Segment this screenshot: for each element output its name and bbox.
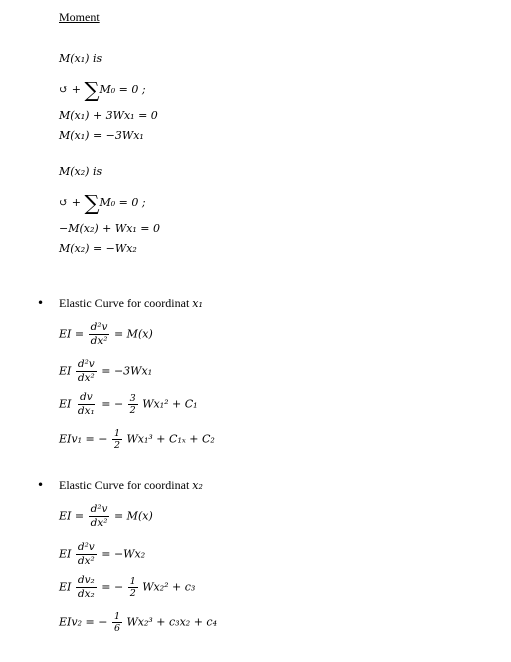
- curve1-eq2: EI $\frac{\text{d²v}}{\text{dx²}}$ = −3Wx₁: [59, 358, 153, 384]
- second-derivative-fraction: $\frac{\text{d²v}}{\text{dx²}}$: [77, 541, 95, 567]
- elastic-curve-x1-heading: Elastic Curve for coordinat x₁: [59, 296, 203, 310]
- curve2-eq4: EIv₂ = − $\frac{1}{6}$ Wx₂³ + c₃x₂ + c₄: [59, 611, 217, 634]
- curve1-eq1: EI = $\frac{\text{d²v}}{\text{dx²}}$ = M(x): [59, 321, 153, 347]
- second-derivative-fraction: $\frac{\text{d²v}}{\text{dx²}}$: [90, 503, 108, 529]
- moment-x2-sum-equation: ↺ + ∑M₀ = 0 ;: [59, 191, 146, 215]
- first-derivative-fraction: $\frac{\text{dv₂}}{\text{dx₂}}$: [77, 574, 95, 600]
- moment-x1-result: M(x₁) = −3Wx₁: [59, 129, 144, 142]
- curve1-eq3: EI $\frac{dv}{\text{dx₁}}$ = − $\frac{3}{2}$ Wx₁² + C₁: [59, 391, 198, 417]
- curve2-eq3: EI $\frac{\text{dv₂}}{\text{dx₂}}$ = − $\frac{1}{2}$ Wx₂² + c₃: [59, 574, 196, 600]
- elastic-curve-x2-heading: Elastic Curve for coordinat x₂: [59, 478, 203, 492]
- moment-sign-icon: ↺ +: [59, 196, 85, 209]
- second-derivative-fraction: $\frac{\text{d²v}}{\text{dx²}}$: [90, 321, 108, 347]
- bullet-icon: •: [37, 478, 45, 492]
- curve2-eq2: EI $\frac{\text{d²v}}{\text{dx²}}$ = −Wx₂: [59, 541, 146, 567]
- bullet-icon: •: [37, 296, 45, 310]
- moment-x2-intro: M(x₂) is: [59, 165, 103, 178]
- coefficient-fraction: $\frac{3}{2}$: [129, 393, 136, 416]
- first-derivative-fraction: $\frac{dv}{\text{dx₁}}$: [77, 391, 95, 417]
- curve2-eq1: EI = $\frac{\text{d²v}}{\text{dx²}}$ = M(x): [59, 503, 153, 529]
- moment-x1-intro: M(x₁) is: [59, 52, 103, 65]
- moment-x2-result: M(x₂) = −Wx₂: [59, 242, 137, 255]
- coefficient-fraction: $\frac{1}{6}$: [113, 611, 120, 634]
- summation-icon: ∑: [84, 191, 100, 215]
- coefficient-fraction: $\frac{1}{2}$: [113, 428, 120, 451]
- moment-x2-equilibrium: −M(x₂) + Wx₁ = 0: [59, 222, 161, 235]
- moment-sign-icon: ↺ +: [59, 83, 85, 96]
- coefficient-fraction: $\frac{1}{2}$: [129, 576, 136, 599]
- section-title: Moment: [59, 10, 100, 24]
- summation-icon: ∑: [84, 78, 100, 102]
- curve1-eq4: EIv₁ = − $\frac{1}{2}$ Wx₁³ + C₁ₓ + C₂: [59, 428, 215, 451]
- second-derivative-fraction: $\frac{\text{d²v}}{\text{dx²}}$: [77, 358, 95, 384]
- moment-x1-equilibrium: M(x₁) + 3Wx₁ = 0: [59, 109, 158, 122]
- moment-x1-sum-equation: ↺ + ∑M₀ = 0 ;: [59, 78, 146, 102]
